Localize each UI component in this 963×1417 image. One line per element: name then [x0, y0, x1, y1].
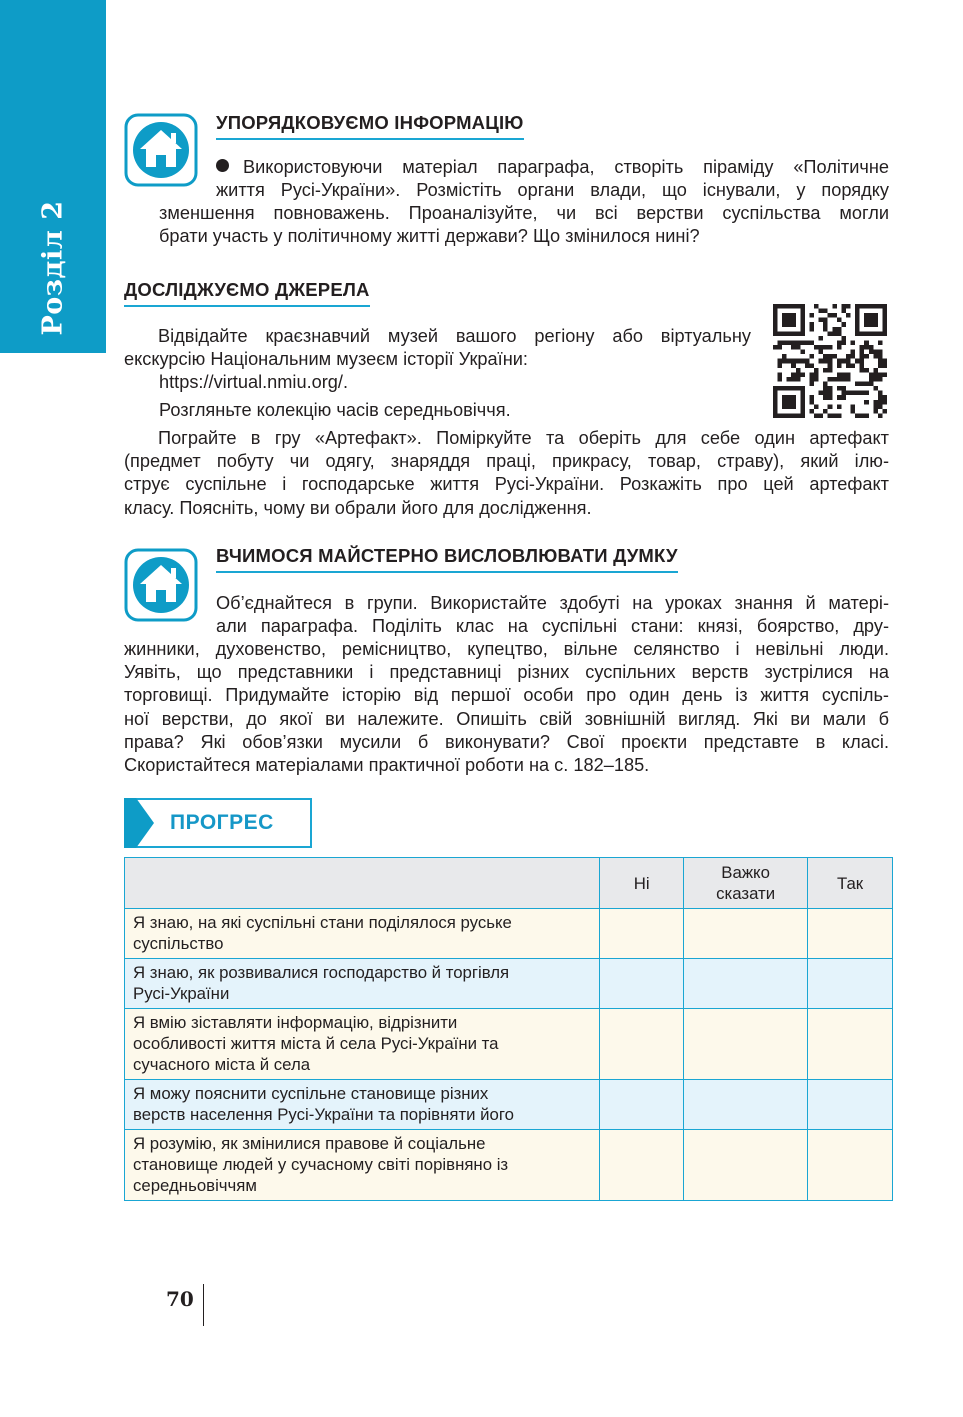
- answer-cell-yes[interactable]: [808, 959, 893, 1009]
- column-header-label: Важко сказати: [716, 863, 776, 903]
- table-row: [125, 1009, 893, 1080]
- table-header-row: [125, 858, 893, 909]
- answer-cell-hard[interactable]: [684, 909, 808, 959]
- statement-cell: [125, 1080, 600, 1130]
- collection-text: Розгляньте колекцію часів середньовіччя.: [159, 400, 511, 420]
- progress-table: [124, 857, 893, 1201]
- paragraph-line: Використовуючи матеріал параграфа, створіть піраміду «Політичне: [243, 157, 889, 177]
- section-heading-organize: УПОРЯДКОВУЄМО ІНФОРМАЦІЮ: [216, 112, 524, 140]
- column-header: [125, 858, 600, 909]
- answer-cell-hard[interactable]: [684, 1080, 808, 1130]
- section3-text-bottom: [124, 638, 889, 777]
- statement-cell: [125, 909, 600, 959]
- paragraph-line: Відвідайте краєзнавчий музей вашого регіону або віртуальну: [158, 326, 751, 346]
- answer-cell-no[interactable]: [600, 959, 684, 1009]
- page-number: 70: [166, 1287, 194, 1311]
- paragraph-line: зменшення повноважень. Проаналізуйте, чи всі верстви суспільства могли: [159, 203, 889, 223]
- arrow-right-icon: [124, 798, 156, 848]
- statement-line: Русі-України: [133, 984, 230, 1003]
- paragraph-line: Об’єднайтеся в групи. Використайте здобуті на уроках знання й матері-: [216, 593, 889, 613]
- museum-link[interactable]: https://virtual.nmiu.org/.: [159, 372, 349, 392]
- section-tab: [0, 0, 106, 353]
- statement-line: верств населення Русі-України та порівняти його: [133, 1105, 514, 1124]
- paragraph-line: торговищі. Придумайте історію від першої особи про один день із життя суспіль-: [124, 685, 889, 706]
- game-text: [124, 427, 889, 520]
- home-icon: [124, 113, 198, 187]
- statement-line: суспільство: [133, 934, 224, 953]
- table-row: [125, 1130, 893, 1201]
- table-row: [125, 959, 893, 1009]
- answer-cell-hard[interactable]: [684, 1130, 808, 1201]
- section-tab-label: Розділ 2: [37, 200, 69, 336]
- paragraph-line: жинники, духовенство, ремісництво, купецтво, вільне селянство і невільні люди.: [124, 639, 889, 659]
- column-header-yes: Так: [808, 858, 893, 909]
- page-number-divider: [203, 1284, 204, 1326]
- statement-line: особливості життя міста й села Русі-України та: [133, 1034, 499, 1053]
- paragraph-line: (предмет побуту чи одягу, знаряддя праці, прикрасу, товар, страву), який ілю-: [124, 451, 889, 472]
- progress-banner: [124, 798, 312, 848]
- bullet-icon: [216, 159, 229, 172]
- table-row: [125, 1080, 893, 1130]
- column-header-no: Ні: [600, 858, 684, 909]
- answer-cell-no[interactable]: [600, 1009, 684, 1080]
- statement-line: Я знаю, на які суспільні стани поділялося руське: [133, 913, 512, 932]
- statement-line: сучасного міста й села: [133, 1055, 311, 1074]
- qr-code[interactable]: [773, 304, 887, 418]
- paragraph-line: ної верстви, до якої ви належите. Опишіть свій зовнішній вигляд. Які ви мали б: [124, 708, 889, 729]
- section-heading-sources: ДОСЛІДЖУЄМО ДЖЕРЕЛА: [124, 279, 370, 307]
- answer-cell-yes[interactable]: [808, 1130, 893, 1201]
- answer-cell-hard[interactable]: [684, 959, 808, 1009]
- statement-cell: [125, 1009, 600, 1080]
- answer-cell-hard[interactable]: [684, 1009, 808, 1080]
- answer-cell-no[interactable]: [600, 1080, 684, 1130]
- statement-line: середньовіччям: [133, 1176, 257, 1195]
- statement-cell: [125, 1130, 600, 1201]
- paragraph-line: життя Русі-України». Розмістіть органи влади, що існували, у порядку: [216, 180, 889, 201]
- section-heading-express: ВЧИМОСЯ МАЙСТЕРНО ВИСЛОВЛЮВАТИ ДУМКУ: [216, 545, 678, 573]
- home-icon: [124, 548, 198, 622]
- statement-line: Я вмію зіставляти інформацію, відрізнити: [133, 1013, 458, 1032]
- paragraph-line: екскурсію Національним музеєм історії України:: [124, 349, 528, 370]
- answer-cell-no[interactable]: [600, 909, 684, 959]
- paragraph-line: Уявіть, що представники і представниці різних суспільних верств зустрілися на: [124, 662, 889, 683]
- paragraph-line: Скористайтеся матеріалами практичної роботи на с. 182–185.: [124, 755, 650, 776]
- progress-label: ПРОГРЕС: [170, 811, 274, 834]
- answer-cell-yes[interactable]: [808, 1080, 893, 1130]
- column-header-hard-to-say: [684, 858, 808, 909]
- visit-text: [124, 325, 751, 371]
- section1-text-top: [216, 156, 889, 202]
- answer-cell-no[interactable]: [600, 1130, 684, 1201]
- paragraph-line: брати участь у політичному житті держави? Що змінилося нині?: [159, 226, 700, 247]
- section1-text-bottom: [159, 202, 889, 248]
- answer-cell-yes[interactable]: [808, 1009, 893, 1080]
- paragraph-line: права? Які обов’язки мусили б виконувати? Свої проєкти представте в класі.: [124, 731, 889, 752]
- paragraph-line: али параграфа. Поділіть клас на суспільні стани: князі, боярство, дру-: [216, 616, 889, 637]
- answer-cell-yes[interactable]: [808, 909, 893, 959]
- statement-line: Я знаю, як розвивалися господарство й торгівля: [133, 963, 510, 982]
- statement-line: Я можу пояснити суспільне становище різних: [133, 1084, 489, 1103]
- statement-line: Я розумію, як змінилися правове й соціальне: [133, 1134, 486, 1153]
- statement-cell: [125, 959, 600, 1009]
- paragraph-line: класу. Поясніть, чому ви обрали його для дослідження.: [124, 497, 592, 518]
- paragraph-line: Пограйте в гру «Артефакт». Поміркуйте та оберіть для себе один артефакт: [158, 428, 889, 448]
- section3-text-top: [216, 592, 889, 638]
- paragraph-line: струє суспільне і господарське життя Русі-України. Розкажіть про цей артефакт: [124, 474, 889, 495]
- statement-line: становище людей у сучасному світі порівняно із: [133, 1155, 509, 1174]
- table-row: [125, 909, 893, 959]
